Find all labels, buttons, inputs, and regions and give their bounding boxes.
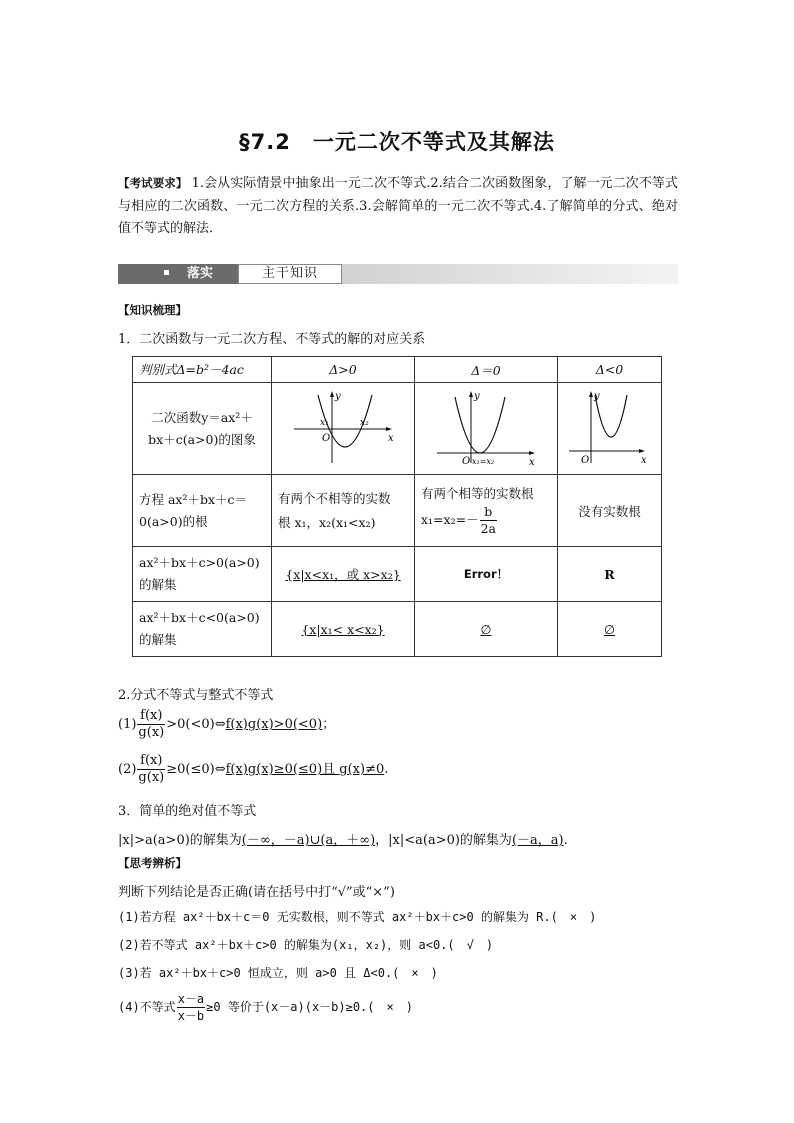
cell-graph-one-root <box>415 383 558 475</box>
item2-heading: 2.分式不等式与整式不等式 <box>118 688 274 703</box>
table-row-roots <box>133 475 662 547</box>
cell-roots-double: 有两个相等的实数根 x₁=x₂=－ $\frac{b}{2a}$ <box>415 475 558 547</box>
cell-delta-zero: Δ＝0 <box>415 357 558 383</box>
fraction-rule-1: (1) $\frac{f(x)}{g(x)}$ >0(<0)⇔f(x)g(x)>0(<0)； <box>118 708 336 740</box>
section-banner <box>118 264 678 284</box>
cell-lt-label: ax²＋bx＋c<0(a>0) 的解集 <box>133 602 272 657</box>
cell-roots-none: 没有实数根 <box>558 475 662 547</box>
think-question-1: (1)若方程 ax²＋bx＋c＝0 无实数根，则不等式 ax²＋bx＋c>0 的解集为 R.( × ) <box>118 910 597 924</box>
table-row-lt-solution <box>133 602 662 657</box>
think-tag: 【思考辨析】 <box>118 856 187 870</box>
cell-graph-two-roots <box>272 383 415 475</box>
svg-text:O: O <box>462 456 471 465</box>
svg-text:x: x <box>388 433 394 444</box>
svg-text:O: O <box>322 433 331 444</box>
svg-text:O: O <box>580 455 589 465</box>
think-question-2: (2)若不等式 ax²＋bx＋c>0 的解集为(x₁，x₂)，则 a<0.( √ ) <box>118 938 494 952</box>
cell-gt-label: ax²＋bx＋c>0(a>0) 的解集 <box>133 547 272 602</box>
svg-text:x₂: x₂ <box>360 418 369 428</box>
item1-heading: 1．二次函数与一元二次方程、不等式的解的对应关系 <box>118 332 426 347</box>
fraction-rule-2: (2) $\frac{f(x)}{g(x)}$ ≥0(≤0)⇔f(x)g(x)≥0(≤0)且 g(x)≠0. <box>118 753 389 785</box>
parabola-two-roots-graph <box>288 389 398 465</box>
cell-lt-no-root: ∅ <box>558 602 662 657</box>
svg-text:x₁=x₂: x₁=x₂ <box>472 457 495 465</box>
cell-delta-neg: Δ<0 <box>558 357 662 383</box>
table-row-graph <box>133 383 662 475</box>
cell-graph-no-root <box>558 383 662 475</box>
cell-delta-pos: Δ>0 <box>272 357 415 383</box>
svg-text:x: x <box>529 457 535 465</box>
svg-text:y: y <box>335 391 341 402</box>
table-header-row <box>133 357 662 383</box>
parabola-no-root-graph <box>565 389 655 465</box>
cell-gt-no-root: R <box>558 547 662 602</box>
think-question-4: (4)不等式 $\frac{x-a}{x-b}$ ≥0 等价于(x－a)(x－b)≥0.( × ) <box>118 992 413 1023</box>
abs-value-rule: |x|>a(a>0)的解集为(－∞，－a)∪(a，＋∞)，|x|<a(a>0)的解集为(－a，a). <box>118 833 568 848</box>
cell-gt-two-roots: {x|x<x₁，或 x>x₂} <box>272 547 415 602</box>
banner-dark-tab <box>118 264 238 284</box>
square-bullet-icon <box>164 270 169 275</box>
correspondence-table <box>132 356 662 657</box>
cell-lt-two-roots: {x|x₁< x<x₂} <box>272 602 415 657</box>
banner-left-label: 落实 <box>187 266 214 281</box>
item3-heading: 3．简单的绝对值不等式 <box>118 804 257 819</box>
exam-requirements <box>118 172 678 241</box>
svg-text:x: x <box>640 455 647 465</box>
think-question-3: (3)若 ax²＋bx＋c>0 恒成立，则 a>0 且 Δ<0.( × ) <box>118 966 438 980</box>
svg-text:x₁: x₁ <box>320 418 329 428</box>
parabola-double-root-graph <box>431 389 541 465</box>
cell-roots-two: 有两个不相等的实数 根 x₁，x₂(x₁<x₂) <box>272 475 415 547</box>
cell-roots-label: 方程 ax²＋bx＋c＝ 0(a>0)的根 <box>133 475 272 547</box>
cell-graph-label: 二次函数y＝ax²＋ bx＋c(a>0)的图象 <box>133 383 272 475</box>
cell-discriminant: 判别式Δ=b²－4ac <box>133 357 272 383</box>
knowledge-tag: 【知识梳理】 <box>118 303 187 317</box>
svg-text:y: y <box>593 391 600 402</box>
table-row-gt-solution <box>133 547 662 602</box>
page-title: §7.2 一元二次不等式及其解法 <box>239 130 555 154</box>
think-intro: 判断下列结论是否正确(请在括号中打“√”或“×”) <box>118 885 395 900</box>
banner-right-label: 主干知识 <box>238 264 342 284</box>
cell-lt-double-root: ∅ <box>415 602 558 657</box>
requirements-tag: 【考试要求】 <box>118 176 188 190</box>
cell-gt-double-root: Error！ <box>415 547 558 602</box>
requirements-text: 1.会从实际情景中抽象出一元二次不等式.2.结合二次函数图象，了解一元二次不等式与相应的二次函数、一元二次方程的关系.3.会解简单的一元二次不等式.4.了解简单的分式、绝对值不等式的解法． <box>118 176 678 236</box>
svg-text:y: y <box>474 391 480 402</box>
